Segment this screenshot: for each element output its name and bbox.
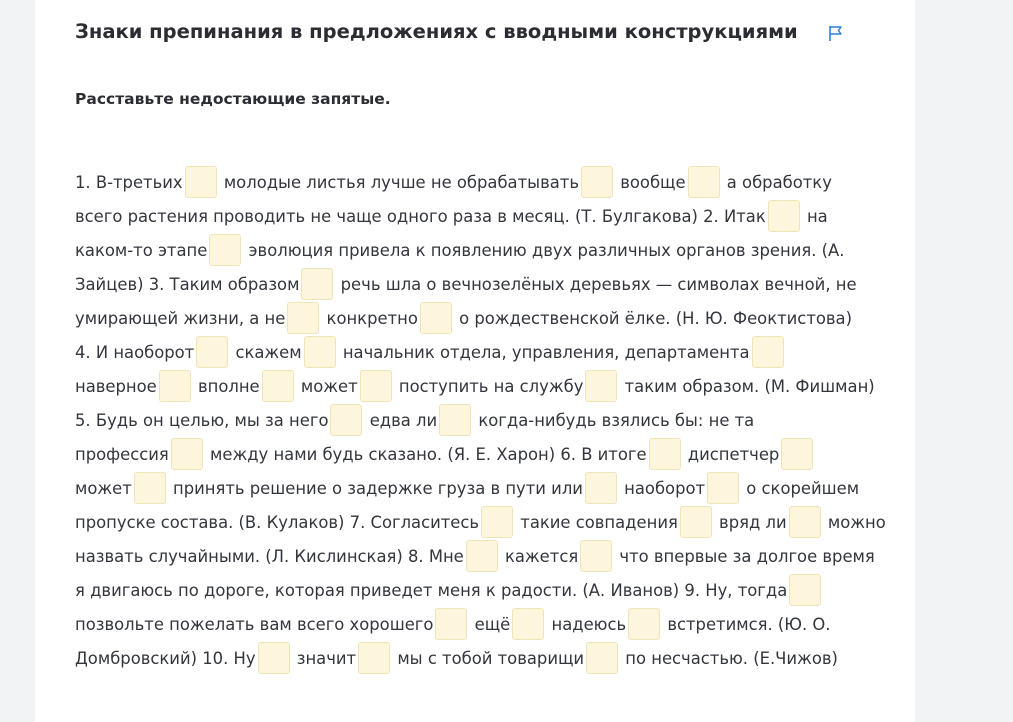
comma-answer-box[interactable] <box>360 370 392 402</box>
text-segment: речь шла о вечнозелёных деревьях — символах вечной, не <box>335 275 857 294</box>
comma-answer-box[interactable] <box>262 370 294 402</box>
text-segment: пропуске состава. (В. Кулаков) 7. Согласитесь <box>75 513 480 532</box>
comma-answer-box[interactable] <box>420 302 452 334</box>
text-segment: принять решение о задержке груза в пути или <box>167 479 583 498</box>
comma-answer-box[interactable] <box>196 336 228 368</box>
text-line <box>75 506 886 540</box>
comma-answer-box[interactable] <box>628 608 660 640</box>
comma-answer-box[interactable] <box>789 506 821 538</box>
text-segment: 1. В-третьих <box>75 173 183 192</box>
comma-answer-box[interactable] <box>159 370 191 402</box>
text-segment: едва ли <box>364 411 438 430</box>
text-segment: наоборот <box>618 479 706 498</box>
text-segment: встретимся. (Ю. О. <box>662 615 831 634</box>
comma-answer-box[interactable] <box>185 166 217 198</box>
text-segment: профессия <box>75 445 169 464</box>
comma-answer-box[interactable] <box>358 642 390 674</box>
text-segment: о скорейшем <box>741 479 860 498</box>
comma-answer-box[interactable] <box>466 540 498 572</box>
text-line <box>75 268 875 302</box>
exercise-text <box>75 166 886 676</box>
text-line <box>75 540 875 574</box>
text-segment: таким образом. (М. Фишман) <box>619 377 875 396</box>
comma-answer-box[interactable] <box>512 608 544 640</box>
text-segment: можно <box>822 513 886 532</box>
comma-answer-box[interactable] <box>287 302 319 334</box>
comma-answer-box[interactable] <box>752 336 784 368</box>
text-segment: наверное <box>75 377 157 396</box>
comma-answer-box[interactable] <box>680 506 712 538</box>
exercise-card <box>35 0 915 722</box>
comma-answer-box[interactable] <box>301 268 333 300</box>
comma-answer-box[interactable] <box>171 438 203 470</box>
comma-answer-box[interactable] <box>585 472 617 504</box>
comma-answer-box[interactable] <box>768 200 800 232</box>
text-segment: позвольте пожелать вам всего хорошего <box>75 615 434 634</box>
text-segment: Домбровский) 10. Ну <box>75 649 256 668</box>
page-title: Знаки препинания в предложениях с вводными конструкциями <box>75 20 798 43</box>
text-segment: эволюция привела к появлению двух различных органов зрения. (А. <box>243 241 845 260</box>
text-line <box>75 438 875 472</box>
text-segment: 5. Будь он целью, мы за него <box>75 411 329 430</box>
comma-answer-box[interactable] <box>586 642 618 674</box>
text-segment: начальник отдела, управления, департамента <box>337 343 750 362</box>
text-segment: назвать случайными. (Л. Кислинская) 8. Мне <box>75 547 464 566</box>
comma-answer-box[interactable] <box>134 472 166 504</box>
text-segment: может <box>295 377 358 396</box>
comma-answer-box[interactable] <box>481 506 513 538</box>
text-segment: по несчастью. (Е.Чижов) <box>620 649 838 668</box>
text-segment: диспетчер <box>682 445 780 464</box>
text-line <box>75 642 875 676</box>
text-segment: о рождественской ёлке. (Н. Ю. Феоктистова) <box>453 309 852 328</box>
text-segment: каком-то этапе <box>75 241 208 260</box>
text-segment: вообще <box>615 173 686 192</box>
comma-answer-box[interactable] <box>435 608 467 640</box>
text-segment: всего растения проводить не чаще одного раза в месяц. (Т. Булгакова) 2. Итак <box>75 207 766 226</box>
text-segment: вряд ли <box>713 513 787 532</box>
text-segment: скажем <box>230 343 302 362</box>
comma-answer-box[interactable] <box>649 438 681 470</box>
comma-answer-box[interactable] <box>707 472 739 504</box>
text-segment: умирающей жизни, а не <box>75 309 286 328</box>
text-line <box>75 234 875 268</box>
text-segment: мы с тобой товарищи <box>392 649 585 668</box>
text-segment: может <box>75 479 132 498</box>
text-segment: вполне <box>192 377 260 396</box>
text-line <box>75 336 875 370</box>
text-segment: что впервые за долгое время <box>614 547 875 566</box>
comma-answer-box[interactable] <box>330 404 362 436</box>
text-line <box>75 200 875 234</box>
comma-answer-box[interactable] <box>304 336 336 368</box>
text-line <box>75 404 875 438</box>
text-segment: между нами будь сказано. (Я. Е. Харон) 6. В итоге <box>204 445 647 464</box>
text-line <box>75 472 875 506</box>
text-segment: Зайцев) 3. Таким образом <box>75 275 300 294</box>
comma-answer-box[interactable] <box>781 438 813 470</box>
comma-answer-box[interactable] <box>585 370 617 402</box>
text-segment: надеюсь <box>546 615 627 634</box>
text-segment: молодые листья лучше не обрабатывать <box>218 173 580 192</box>
text-segment: я двигаюсь по дороге, которая приведет меня к радости. (А. Иванов) 9. Ну, тогда <box>75 581 788 600</box>
comma-answer-box[interactable] <box>789 574 821 606</box>
text-segment: на <box>801 207 828 226</box>
text-segment: поступить на службу <box>393 377 584 396</box>
comma-answer-box[interactable] <box>439 404 471 436</box>
text-segment: кажется <box>499 547 579 566</box>
text-line <box>75 574 875 608</box>
text-segment: такие совпадения <box>515 513 678 532</box>
flag-icon[interactable] <box>827 24 845 42</box>
text-line <box>75 166 875 200</box>
text-line <box>75 370 875 404</box>
task-instruction: Расставьте недостающие запятые. <box>75 90 391 108</box>
comma-answer-box[interactable] <box>688 166 720 198</box>
text-segment: значит <box>291 649 357 668</box>
comma-answer-box[interactable] <box>581 166 613 198</box>
text-line <box>75 302 875 336</box>
comma-answer-box[interactable] <box>258 642 290 674</box>
comma-answer-box[interactable] <box>209 234 241 266</box>
comma-answer-box[interactable] <box>580 540 612 572</box>
text-segment: а обработку <box>721 173 832 192</box>
text-segment: когда-нибудь взялись бы: не та <box>473 411 755 430</box>
text-segment: 4. И наоборот <box>75 343 195 362</box>
text-segment: ещё <box>469 615 511 634</box>
text-line <box>75 608 875 642</box>
text-segment: конкретно <box>321 309 418 328</box>
